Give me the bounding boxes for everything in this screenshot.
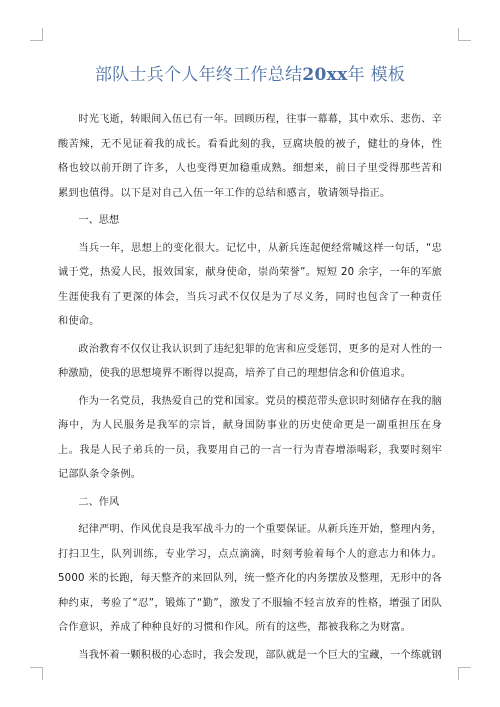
crop-mark-bottom-right [458, 667, 471, 680]
section-heading-thought: 一、思想 [78, 215, 120, 226]
crop-mark-bottom-left [30, 667, 43, 680]
document-body [58, 62, 442, 671]
title-suffix: 年 模板 [347, 65, 406, 85]
title-year: 20xx [302, 65, 348, 85]
crop-mark-top-left [30, 28, 43, 41]
document-title [58, 62, 442, 88]
paragraph-style-1: 纪律严明、作风优良是我军战斗力的一个重要保证。从新兵连开始，整理内务，打扫卫生，队列训练，专业学习，点点滴滴，时刻考验着每个人的意志力和体力。5000 米的长跑，每天整齐的来回队列，统一整齐化的内务摆放及整理，无形中的各种约束，考验了“忍”，锻炼了“勤”，激发了不服输不轻言放弃的性格，增强了团队合作意识，养成了种种良好的习惯和作风。所有的这些，都被我称之为财富。 [58, 524, 442, 633]
paragraph-thought-3: 作为一名党员，我热爱自己的党和国家。党员的模范带头意识时刻储存在我的脑海中，为人民服务是我军的宗旨，献身国防事业的历史使命更是一副重担压在身上。我是人民子弟兵的一员，我要用自己的一言一行为青春增添喝彩，我要时刻牢记部队条令条例。 [58, 395, 442, 480]
paragraph-style-2: 当我怀着一颗积极的心态时，我会发现，部队就是一个巨大的宝藏，一个练就钢 [78, 649, 442, 661]
crop-mark-top-right [458, 28, 471, 41]
paragraph-thought-2: 政治教育不仅仅让我认识到了违纪犯罪的危害和应受惩罚，更多的是对人性的一种激励，使我的思想境界不断得以提高，培养了自己的理想信念和价值追求。 [58, 343, 442, 379]
section-heading-style: 二、作风 [78, 496, 120, 508]
title-prefix: 部队士兵个人年终工作总结 [94, 65, 303, 85]
paragraph-thought-1: 当兵一年，思想上的变化很大。记忆中，从新兵连起便经常喊这样一句话，“忠诚于党，热爱人民，报效国家，献身使命，崇尚荣誉”。短短 20 余字，一年的军旅生涯使我有了更深的体会，当兵习武不仅仅是为了尽义务，同时也包含了一种责任和使命。 [58, 242, 442, 327]
paragraph-intro: 时光飞逝，转眼间入伍已有一年。回顾历程，往事一幕幕，其中欢乐、悲伤、辛酸苦辣，无不见证着我的成长。看看此刻的我，豆腐块般的被子，健壮的身体，性格也较以前开朗了许多，人也变得更加稳重成熟。细想来，前日子里受得那些苦和累到也值得。以下是对自己入伍一年工作的总结和感言，敬请领导指正。 [58, 114, 442, 199]
